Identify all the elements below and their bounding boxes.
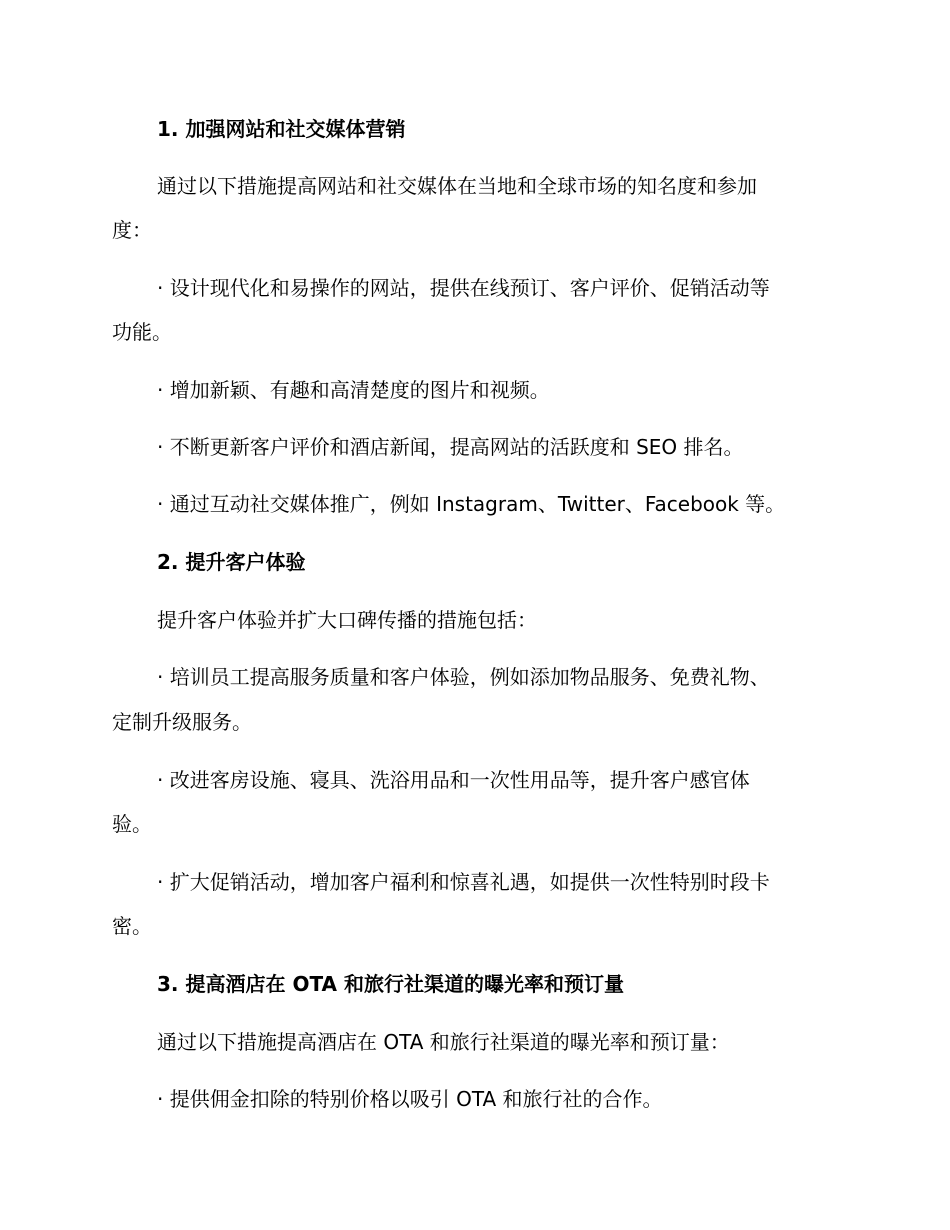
section-heading: 2. 提升客户体验: [157, 550, 306, 574]
bullet-item-line: · 扩大促销活动，增加客户福利和惊喜礼遇，如提供一次性特别时段卡: [157, 870, 770, 894]
bullet-item-line: · 增加新颖、有趣和高清楚度的图片和视频。: [157, 378, 550, 402]
section-intro-line: 提升客户体验并扩大口碑传播的措施包括：: [157, 608, 537, 632]
section-heading: 1. 加强网站和社交媒体营销: [157, 117, 406, 141]
bullet-item-line: 功能。: [112, 320, 172, 344]
bullet-item-line: 密。: [112, 914, 152, 938]
bullet-item-line: 定制升级服务。: [112, 710, 252, 734]
bullet-item-line: · 不断更新客户评价和酒店新闻，提高网站的活跃度和 SEO 排名。: [157, 435, 744, 459]
bullet-item-line: · 通过互动社交媒体推广，例如 Instagram、Twitter、Facebook 等。: [157, 492, 786, 516]
bullet-item-line: · 改进客房设施、寝具、洗浴用品和一次性用品等，提升客户感官体: [157, 768, 750, 792]
bullet-item-line: · 培训员工提高服务质量和客户体验，例如添加物品服务、免费礼物、: [157, 665, 770, 689]
section-intro-line: 通过以下措施提高酒店在 OTA 和旅行社渠道的曝光率和预订量：: [157, 1030, 730, 1054]
bullet-item-line: · 提供佣金扣除的特别价格以吸引 OTA 和旅行社的合作。: [157, 1087, 663, 1111]
bullet-item-line: 验。: [112, 812, 152, 836]
section-heading: 3. 提高酒店在 OTA 和旅行社渠道的曝光率和预订量: [157, 972, 624, 996]
section-intro-line: 通过以下措施提高网站和社交媒体在当地和全球市场的知名度和参加: [157, 174, 757, 198]
section-intro-line: 度：: [112, 218, 152, 242]
bullet-item-line: · 设计现代化和易操作的网站，提供在线预订、客户评价、促销活动等: [157, 276, 770, 300]
